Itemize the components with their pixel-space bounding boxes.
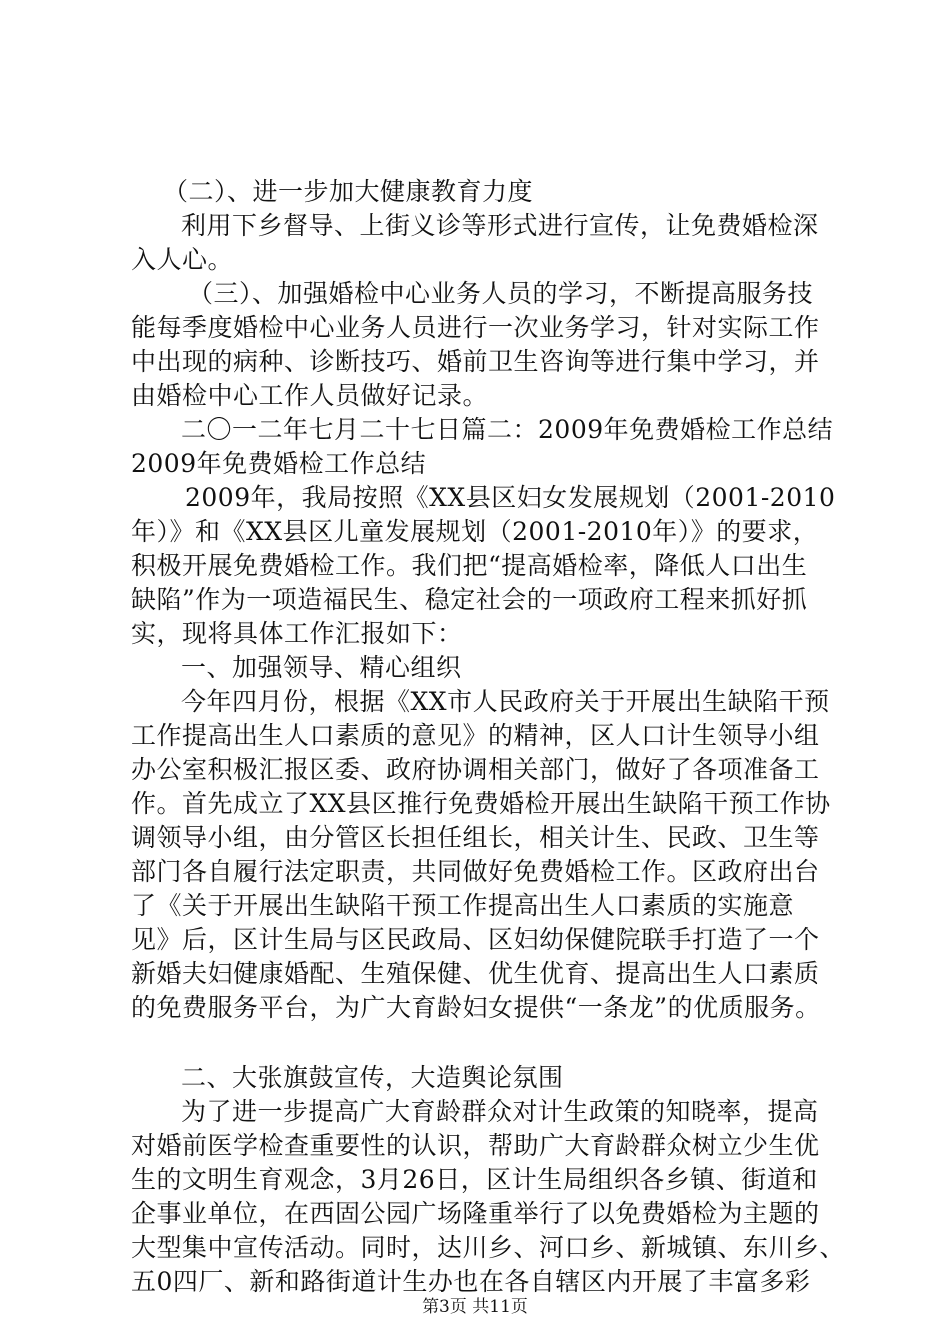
paragraph-line: 的免费服务平台，为广大育龄妇女提供“一条龙”的优质服务。	[131, 993, 821, 1022]
paragraph-line: 了《关于开展出生缺陷干预工作提高出生人口素质的实施意	[131, 891, 795, 920]
paragraph-line: 调领导小组，由分管区长担任组长，相关计生、民政、卫生等	[131, 823, 820, 852]
date-and-section-title: 二〇一二年七月二十七日篇二：2009年免费婚检工作总结	[181, 415, 834, 444]
subheading-health-education: （二）、进一步加大健康教育力度	[163, 177, 534, 206]
paragraph-line: 利用下乡督导、上街义诊等形式进行宣传，让免费婚检深	[181, 211, 819, 240]
paragraph-line: 新婚夫妇健康婚配、生殖保健、优生优育、提高出生人口素质	[131, 959, 820, 988]
paragraph-line: 实，现将具体工作汇报如下：	[131, 619, 463, 648]
paragraph-line: 部门各自履行法定职责，共同做好免费婚检工作。区政府出台	[131, 857, 820, 886]
paragraph-line: 能每季度婚检中心业务人员进行一次业务学习，针对实际工作	[131, 313, 820, 342]
paragraph-line: 企事业单位，在西固公园广场隆重举行了以免费婚检为主题的	[131, 1199, 820, 1228]
paragraph-line: 五0四厂、新和路街道计生办也在各自辖区内开展了丰富多彩	[131, 1267, 811, 1296]
paragraph-line: 作。首先成立了XX县区推行免费婚检开展出生缺陷干预工作协	[131, 789, 831, 818]
subheading-staff-training: （三）、加强婚检中心业务人员的学习，不断提高服务技	[188, 279, 814, 308]
paragraph-line: 缺陷”作为一项造福民生、稳定社会的一项政府工程来抓好抓	[131, 585, 808, 614]
subheading-leadership: 一、加强领导、精心组织	[181, 653, 462, 682]
paragraph-line: 生的文明生育观念，3月26日，区计生局组织各乡镇、街道和	[131, 1165, 818, 1194]
paragraph-line: 为了进一步提高广大育龄群众对计生政策的知晓率，提高	[181, 1097, 819, 1126]
paragraph-line: 2009年，我局按照《XX县区妇女发展规划（2001-2010	[185, 483, 836, 512]
paragraph-line: 年）》和《XX县区儿童发展规划（2001-2010年）》的要求，	[131, 517, 819, 546]
paragraph-line: 见》后，区计生局与区民政局、区妇幼保健院联手打造了一个	[131, 925, 820, 954]
section-title: 2009年免费婚检工作总结	[131, 449, 427, 478]
paragraph-line: 对婚前医学检查重要性的认识，帮助广大育龄群众树立少生优	[131, 1131, 820, 1160]
page-number: 第3页 共11页	[422, 1297, 528, 1317]
paragraph-line: 今年四月份，根据《XX市人民政府关于开展出生缺陷干预	[181, 687, 830, 716]
subheading-publicity: 二、大张旗鼓宣传，大造舆论氛围	[181, 1063, 564, 1092]
paragraph-line: 积极开展免费婚检工作。我们把“提高婚检率，降低人口出生	[131, 551, 808, 580]
paragraph-line: 工作提高出生人口素质的意见》的精神，区人口计生领导小组	[131, 721, 820, 750]
paragraph-line: 大型集中宣传活动。同时，达川乡、河口乡、新城镇、东川乡、	[131, 1233, 846, 1262]
paragraph-line: 中出现的病种、诊断技巧、婚前卫生咨询等进行集中学习，并	[131, 347, 820, 376]
paragraph-line: 入人心。	[131, 245, 234, 274]
paragraph-line: 办公室积极汇报区委、政府协调相关部门，做好了各项准备工	[131, 755, 820, 784]
paragraph-line: 由婚检中心工作人员做好记录。	[131, 381, 489, 410]
